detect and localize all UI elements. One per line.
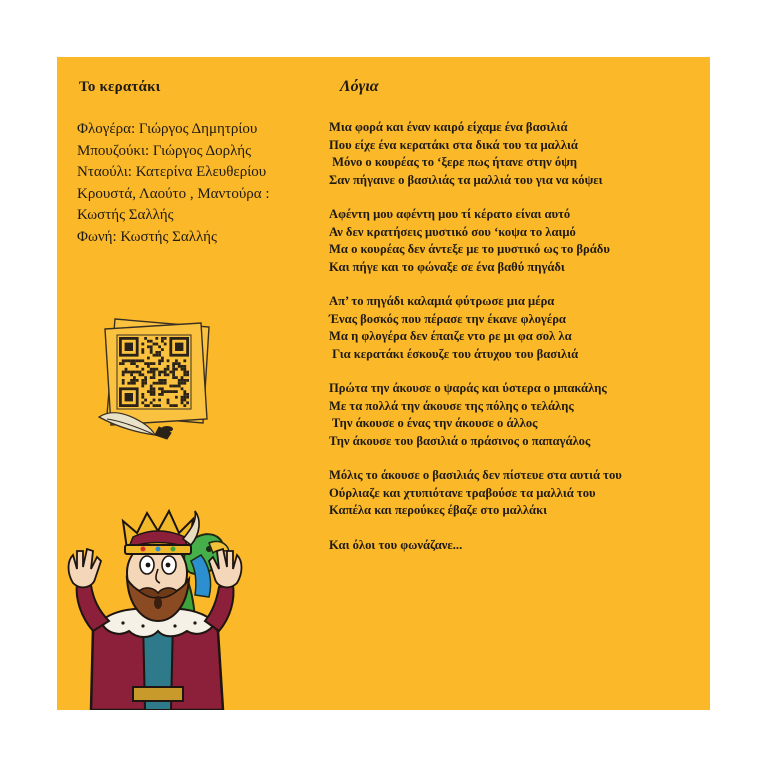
lyrics-heading: Λόγια (340, 78, 379, 95)
lyric-line: Αν δεν κρατήσεις μυστικό σου ‘κοψα το λαιμό (329, 224, 576, 239)
lyric-line: Μόλις το άκουσε ο βασιλιάς δεν πίστευε στα αυτιά του (329, 468, 622, 482)
lyric-line: Μόνο ο κουρέας το ‘ξερε πως ήτανε στην όψη (329, 155, 578, 169)
stanza (329, 119, 699, 189)
credit-line: Κρουστά, Λαούτο , Μαντούρα : (77, 185, 270, 202)
lyric-line: Ούρλιαζε και χτυπιότανε τραβούσε τα μαλλιά του (329, 485, 596, 500)
lyric-line: Αφέντη μου αφέντη μου τί κέρατο είναι αυτό (329, 207, 571, 221)
stanza (329, 293, 699, 363)
credit-line: Φωνή: Κωστής Σαλλής (77, 228, 217, 245)
credit-line: Νταούλι: Κατερίνα Ελευθερίου (77, 164, 267, 181)
lyric-line: Καπέλα και περούκες έβαζε στο μαλλάκι (329, 503, 547, 517)
lyric-line: Μα ο κουρέας δεν άντεξε με το μυστικό ως το βράδυ (329, 242, 610, 256)
song-title: Το κερατάκι (79, 79, 161, 95)
stanza (329, 380, 699, 450)
lyric-line: Απ’ το πηγάδι καλαμιά φύτρωσε μια μέρα (329, 294, 555, 308)
lyric-line: Για κερατάκι έσκουζε του άτυχου του βασιλιά (329, 346, 579, 361)
lyric-line: Μια φορά και έναν καιρό είχαμε ένα βασιλιά (329, 120, 568, 134)
lyrics-card (57, 57, 710, 710)
lyric-line: Μα η φλογέρα δεν έπαιζε ντο ρε μι φα σολ λα (329, 329, 572, 343)
credits-list (77, 119, 317, 249)
credit-line: Μπουζούκι: Γιώργος Δορλής (77, 142, 252, 159)
lyric-line: Ένας βοσκός που πέρασε την έκανε φλογέρα (329, 311, 566, 326)
credit-line: Κωστής Σαλλής (77, 207, 174, 224)
lyric-line: Την άκουσε ο ένας την άκουσε ο άλλος (329, 416, 538, 430)
lyric-line: Με τα πολλά την άκουσε της πόλης ο τελάλης (329, 398, 574, 413)
stanza (329, 537, 699, 555)
stanza (329, 467, 699, 520)
credit-line: Φλογέρα: Γιώργος Δημητρίου (77, 121, 258, 137)
king-illustration (63, 499, 253, 710)
lyric-line: Και πήγε και το φώναξε σε ένα βαθύ πηγάδι (329, 259, 565, 274)
lyric-line: Και όλοι του φωνάζανε... (329, 537, 463, 552)
lyric-line: Που είχε ένα κερατάκι στα δικά του τα μαλλιά (329, 137, 578, 152)
lyric-line: Σαν πήγαινε ο βασιλιάς τα μαλλιά του για να κόψει (329, 172, 603, 187)
qr-code-card[interactable] (97, 313, 217, 441)
lyric-line: Την άκουσε του βασιλιά ο πράσινος ο παπαγάλος (329, 433, 591, 448)
lyric-line: Πρώτα την άκουσε ο ψαράς και ύστερα ο μπακάλης (329, 381, 607, 395)
stanza (329, 206, 699, 276)
lyrics-body (329, 119, 699, 571)
